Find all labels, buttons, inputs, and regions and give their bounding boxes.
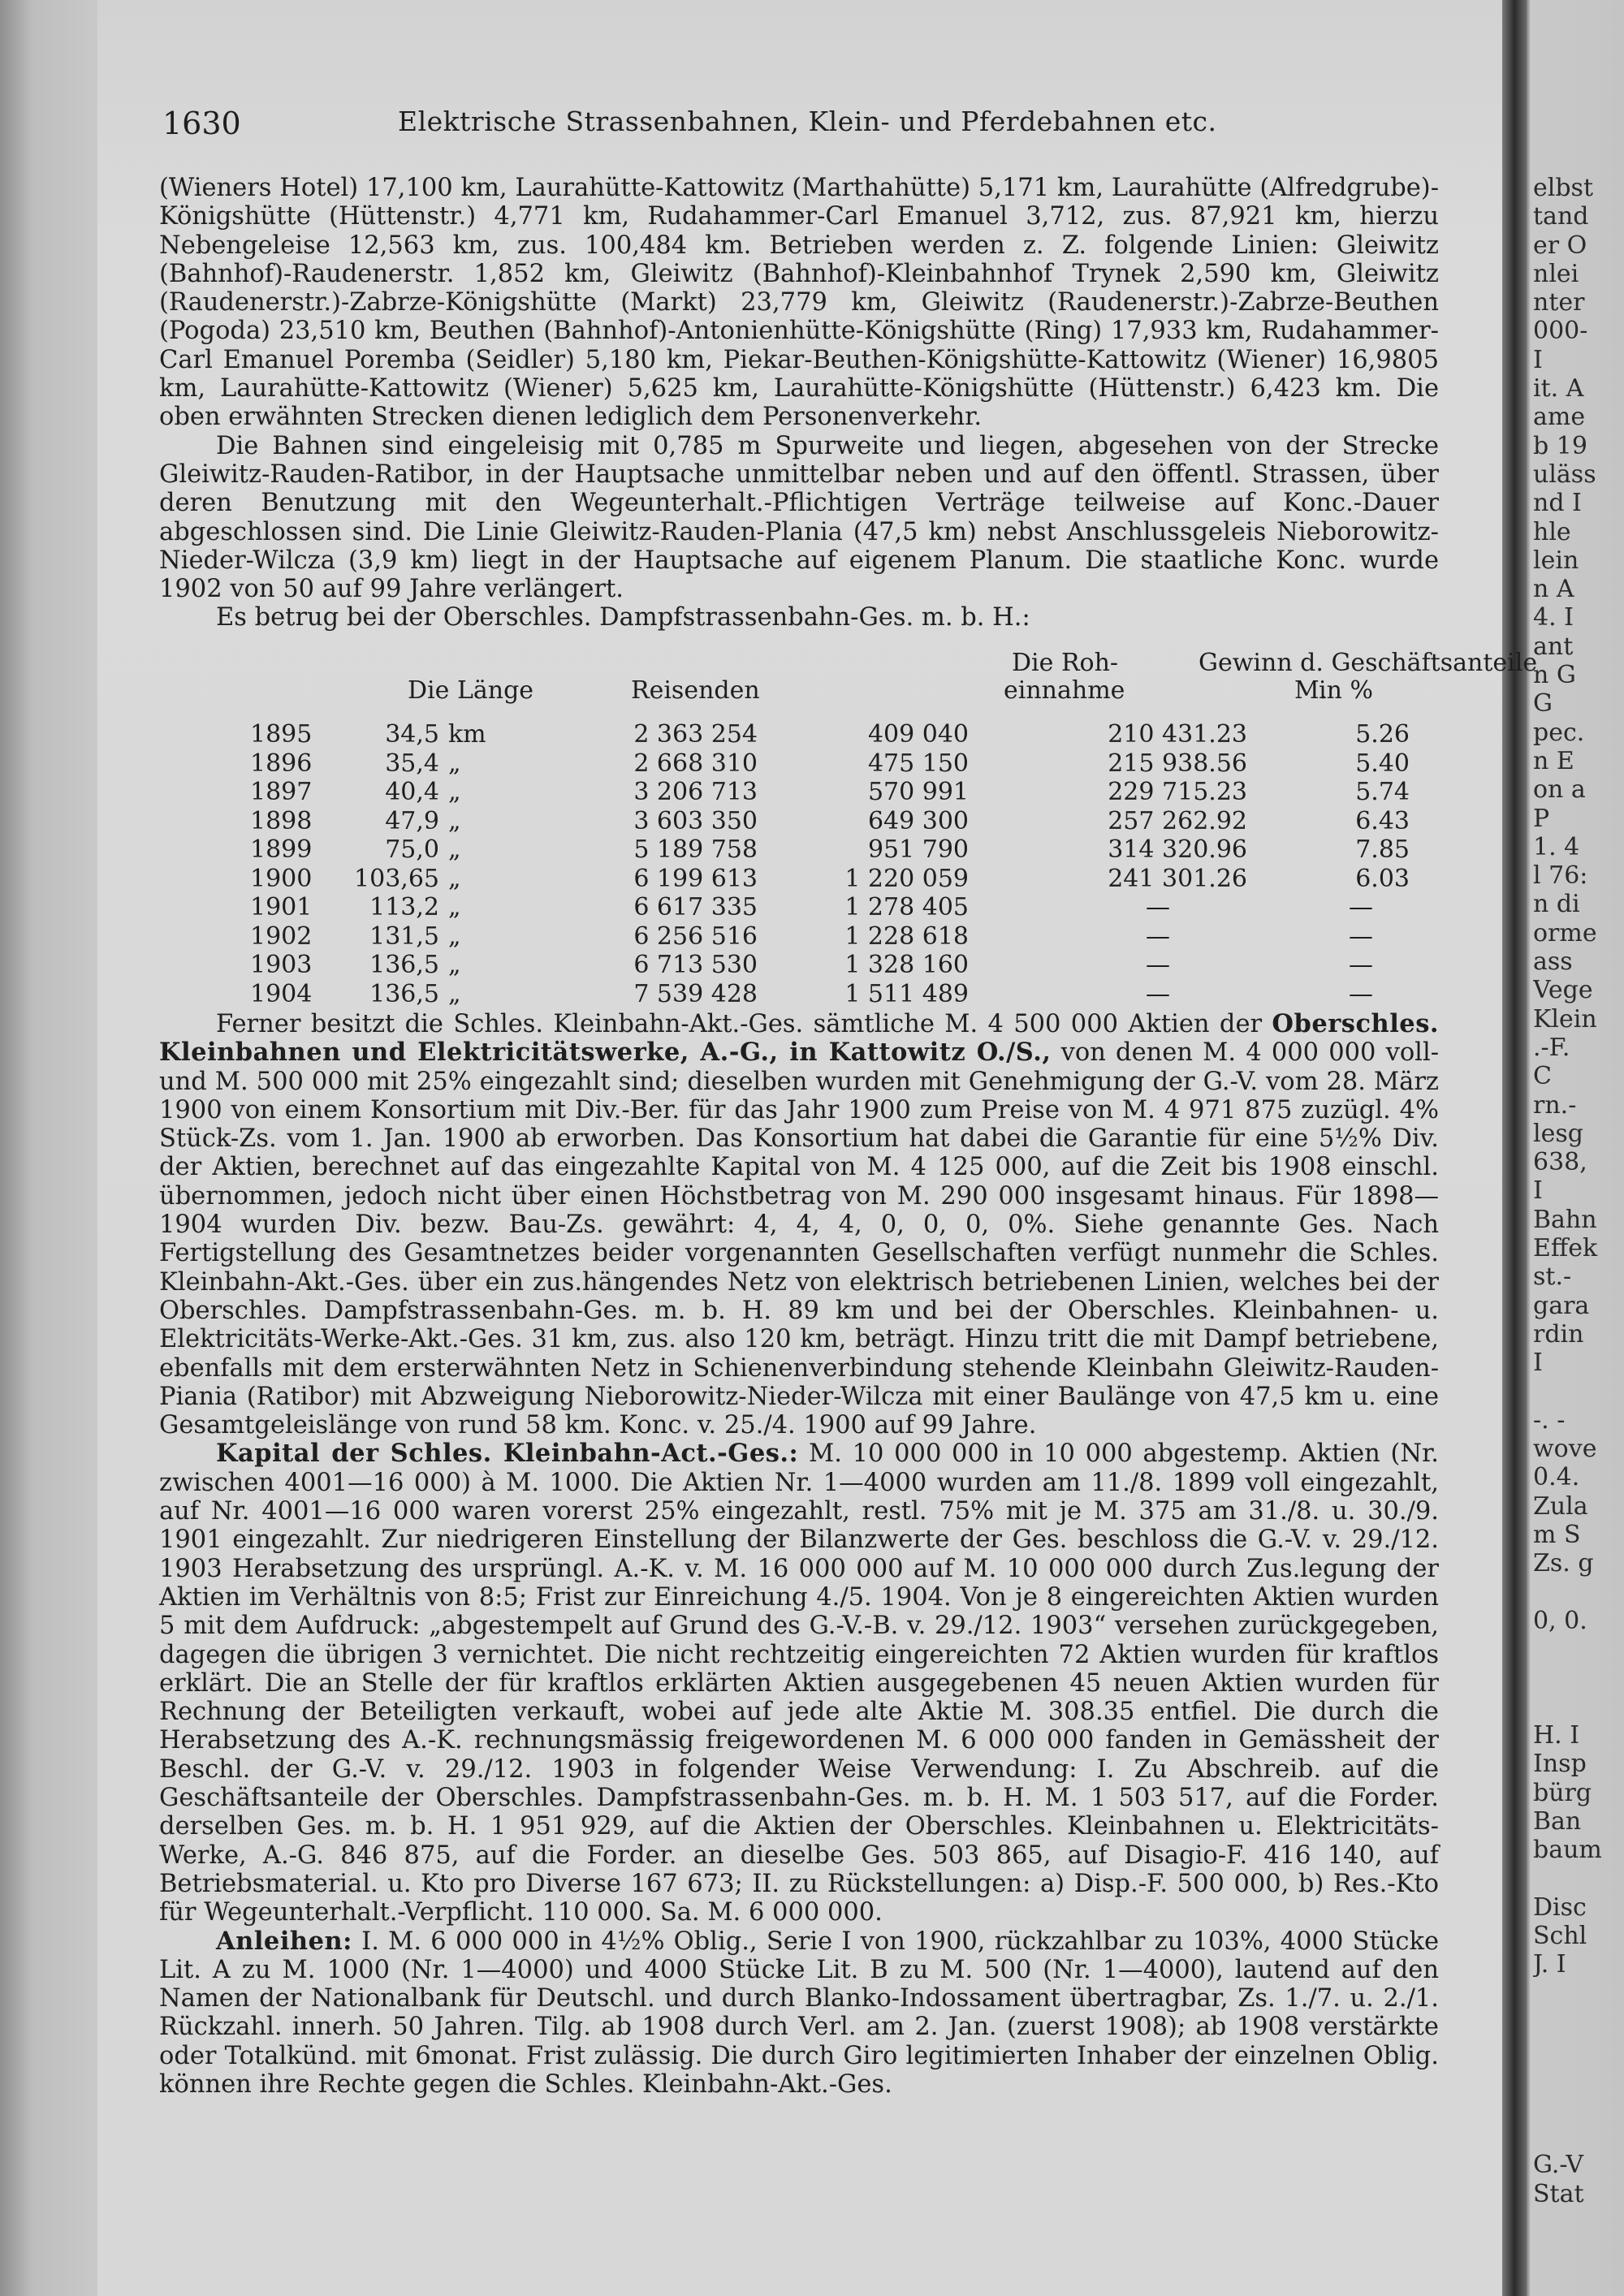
cell-einnahme: 649 300 (867, 806, 969, 835)
adjacent-page-line: lesg (1533, 1119, 1583, 1148)
adjacent-page-line: I (1533, 345, 1543, 374)
cell-reisende: 6 199 613 (633, 864, 758, 893)
adjacent-page-line (1533, 1979, 1624, 2008)
adjacent-page-line: bürg (1533, 1778, 1592, 1807)
table-row (159, 749, 1439, 778)
cell-reisende: 6 713 530 (633, 951, 758, 979)
adjacent-page-line: nter (1533, 288, 1585, 317)
adjacent-page-line (1533, 1865, 1624, 1893)
cell-gewinn: — (1146, 951, 1170, 979)
cell-reisende: 2 363 254 (633, 720, 758, 749)
cell-year: 1895 (250, 720, 313, 749)
header-laenge: Die Länge (408, 676, 534, 705)
adjacent-page-line: m S (1533, 1520, 1581, 1549)
adjacent-page-line: H. I (1533, 1721, 1580, 1750)
header-gewinn-2: M. (1294, 676, 1328, 705)
adjacent-page-line: Effek (1533, 1233, 1598, 1262)
adjacent-page-line: Disc (1533, 1892, 1587, 1922)
adjacent-page-line: hle (1533, 517, 1571, 546)
cell-year: 1896 (250, 749, 313, 778)
table-row (159, 778, 1439, 806)
cell-prozent: — (1349, 893, 1373, 921)
adjacent-page-line: Zula (1533, 1491, 1588, 1521)
adjacent-page-line (1533, 1635, 1624, 1664)
cell-gewinn: — (1146, 893, 1170, 921)
cell-prozent: 5.74 (1355, 778, 1410, 806)
adjacent-page-line: orme (1533, 918, 1597, 947)
cell-unit: „ (448, 979, 461, 1008)
adjacent-page-line (1533, 2008, 1624, 2036)
adjacent-page-line: P (1533, 804, 1550, 833)
adjacent-page-line: -. - (1533, 1405, 1566, 1435)
cell-gewinn: — (1146, 921, 1170, 951)
header-gewinn-1: Gewinn d. Geschäftsanteile (1199, 649, 1538, 677)
adjacent-page-line: I (1533, 1349, 1543, 1378)
cell-gewinn: 210 431.23 (1108, 720, 1247, 749)
adjacent-page-line (1533, 2036, 1624, 2065)
table-row (159, 807, 1439, 835)
cell-prozent: 6.03 (1355, 864, 1410, 893)
adjacent-page-line: n A (1533, 575, 1574, 604)
cell-unit: „ (448, 835, 461, 864)
cell-prozent: — (1349, 921, 1373, 951)
cell-year: 1900 (250, 864, 313, 893)
adjacent-page-line: ame (1533, 403, 1586, 432)
adjacent-page-line: 4. I (1533, 603, 1574, 632)
adjacent-page-line: Stat (1533, 2179, 1584, 2208)
adjacent-page-fragment (1533, 0, 1624, 2296)
cell-einnahme: 951 790 (867, 835, 969, 864)
cell-unit: „ (448, 778, 461, 806)
adjacent-page-line: n di (1533, 890, 1580, 919)
cell-prozent: 6.43 (1355, 806, 1410, 835)
adjacent-page-line: ass (1533, 947, 1573, 977)
cell-year: 1901 (250, 893, 313, 921)
cell-unit: „ (448, 951, 461, 979)
adjacent-page-line: it. A (1533, 374, 1584, 404)
cell-prozent: — (1349, 979, 1373, 1008)
adjacent-page-line: 1. 4 (1533, 832, 1580, 861)
paragraph-bahnen: Die Bahnen sind eingeleisig mit 0,785 m Spurweite und liegen, abgesehen von der Strecke Gleiwitz-Rauden-Ratibor, in der Hauptsache unmittelbar neben und auf den öffentl. Strassen, über deren Benutzung mit den Wegeunterhalt.-Pflichtigen Verträge teilweise auf Konc.-Dauer abgeschlossen sind. Die Linie Gleiwitz-Rauden-Plania (47,5 km) nebst Anschlussgeleis Nieborowitz-Nieder-Wilcza (3,9 km) liegt in der Hauptsache auf eigenem Planum. Die staatliche Konc. wurde 1902 von 50 auf 99 Jahre verlängert. (159, 431, 1439, 604)
adjacent-page-line: lein (1533, 546, 1579, 575)
intro-paragraph: (Wieners Hotel) 17,100 km, Laurahütte-Kattowitz (Marthahütte) 5,171 km, Laurahütte (Alfredgrube)-Königshütte (Hüttenstr.) 4,771 km, Rudahammer-Carl Emanuel 3,712, zus. 87,921 km, hierzu Nebengeleise 12,563 km, zus. 100,484 km. Betrieben werden z. Z. folgende Linien: Gleiwitz (Bahnhof)-Raudenerstr. 1,852 km, Gleiwitz (Bahnhof)-Kleinbahnhof Trynek 2,590 km, Gleiwitz (Raudenerstr.)-Zabrze-Königshütte (Markt) 23,779 km, Gleiwitz (Raudenerstr.)-Zabrze-Beuthen (Pogoda) 23,510 km, Beuthen (Bahnhof)-Antonienhütte-Königshütte (Ring) 17,933 km, Rudahammer-Carl Emanuel Poremba (Seidler) 5,180 km, Piekar-Beuthen-Königshütte-Kattowitz (Wiener) 16,9805 km, Laurahütte-Kattowitz (Wiener) 5,625 km, Laurahütte-Königshütte (Hüttenstr.) 6,423 km. Die oben erwähnten Strecken dienen lediglich dem Personenverkehr. (159, 174, 1439, 432)
adjacent-page-line: G (1533, 689, 1553, 719)
adjacent-page-line: tand (1533, 202, 1589, 231)
adjacent-page-line: G.-V (1533, 2151, 1584, 2180)
cell-length: 136,5 (369, 951, 439, 979)
adjacent-page-line: C (1533, 1062, 1552, 1091)
table-row (159, 980, 1439, 1008)
cell-unit: km (448, 720, 486, 749)
ferner-post: von denen M. 4 000 000 voll- und M. 500 000 mit 25% eingezahlt sind; dieselben wurden mit Genehmigung der G.-V. vom 28. März 1900 von einem Konsortium mit Div.-Ber. für das Jahr 1900 zum Preise von M. 4 971 875 zuzügl. 4% Stück-Zs. vom 1. Jan. 1900 ab erworben. Das Konsortium hat dabei die Garantie für eine 5½% Div. der Aktien, berechnet auf das eingezahlte Kapital von M. 4 125 000, auf die Zeit bis 1908 einschl. übernommen, jedoch nicht über einen Höchstbetrag von M. 290 000 insgesamt hinaus. Für 1898—1904 wurden Div. bezw. Bau-Zs. gewährt: 4, 4, 4, 0, 0, 0, 0%. Siehe genannte Ges. Nach Fertigstellung des Gesamtnetzes beider vorgenannten Gesellschaften verfügt nunmehr die Schles. Kleinbahn-Akt.-Ges. über ein zus.hängendes Netz von elektrisch betriebenen Linien, welches bei der Oberschles. Dampfstrassenbahn-Ges. m. b. H. 89 km und bei der Oberschles. Kleinbahnen- u. Elektricitäts-Werke-Akt.-Ges. 31 km, zus. also 120 km, beträgt. Hinzu tritt die mit Dampf betriebene, ebenfalls mit dem ersterwähnten Netz in Schienenverbindung stehende Kleinbahn Gleiwitz-Rauden-Piania (Ratibor) mit Abzweigung Nieborowitz-Nieder-Wilcza mit einer Baulänge von 47,5 km u. eine Gesamtgeleislänge von rund 58 km. Konc. v. 25./4. 1900 auf 99 Jahre. (159, 1038, 1439, 1440)
header-prozent: in % (1319, 676, 1373, 705)
cell-unit: „ (448, 921, 461, 951)
page-number: 1630 (162, 106, 241, 141)
cell-length: 103,65 (354, 864, 439, 893)
kapital-text: M. 10 000 000 in 10 000 abgestemp. Aktien (Nr. zwischen 4001—16 000) à M. 1000. Die Aktien Nr. 1—4000 wurden am 11./8. 1899 voll eingezahlt, auf Nr. 4001—16 000 waren vorerst 25% eingezahlt, restl. 75% mit je M. 375 am 31./8. u. 30./9. 1901 eingezahlt. Zur niedrigeren Einstellung der Bilanzwerte der Ges. beschloss die G.-V. v. 29./12. 1903 Herabsetzung des ursprüngl. A.-K. v. M. 16 000 000 auf M. 10 000 000 durch Zus.legung der Aktien im Verhältnis von 8:5; Frist zur Einreichung 4./5. 1904. Von je 8 eingereichten Aktien wurden 5 mit dem Aufdruck: „abgestempelt auf Grund des G.-V.-B. v. 29./12. 1903“ versehen zurückgegeben, dagegen die übrigen 3 vernichtet. Die nicht rechtzeitig eingereichten 72 Aktien wurden für kraftlos erklärt. Die an Stelle der für kraftlos erklärten Aktien ausgegebenen 45 neuen Aktien wurden für Rechnung der Beteiligten verkauft, wobei auf jede alte Aktie M. 308.35 entfiel. Die durch die Herabsetzung des A.-K. rechnungsmässig freigewordenen M. 6 000 000 fanden in Gemässheit der Beschl. der G.-V. v. 29./12. 1903 in folgender Weise Verwendung: I. Zu Abschreib. auf die Geschäftsanteile der Oberschles. Dampfstrassenbahn-Ges. m. b. H. M. 1 503 517, auf die Forder. derselben Ges. m. b. H. 1 951 929, auf die Aktien der Oberschles. Kleinbahnen u. Elektricitäts-Werke, A.-G. 846 875, auf die Forder. an dieselbe Ges. 503 865, auf Disagio-F. 416 140, auf Betriebsmaterial. u. Kto pro Diverse 167 673; II. zu Rückstellungen: a) Disp.-F. 500 000, b) Res.-Kto für Wegeunterhalt.-Verpflicht. 110 000. Sa. M. 6 000 000. (159, 1439, 1439, 1927)
cell-reisende: 7 539 428 (633, 979, 758, 1008)
running-title: Elektrische Strassenbahnen, Klein- und Pferdebahnen etc. (398, 106, 1217, 137)
adjacent-page-line (1533, 1578, 1624, 1607)
cell-length: 35,4 (385, 749, 439, 778)
cell-einnahme: 1 511 489 (844, 979, 969, 1008)
cell-einnahme: 475 150 (867, 749, 969, 778)
table-row (159, 893, 1439, 921)
cell-length: 75,0 (385, 835, 439, 864)
cell-gewinn: 314 320.96 (1108, 835, 1247, 864)
intro-block (159, 174, 1439, 632)
cell-year: 1902 (250, 921, 313, 951)
cell-einnahme: 1 228 618 (844, 921, 969, 951)
cell-gewinn: 257 262.92 (1108, 806, 1247, 835)
cell-gewinn: 241 301.26 (1108, 864, 1247, 893)
adjacent-page-line (1533, 2122, 1624, 2151)
adjacent-page-line: I (1533, 1176, 1543, 1206)
cell-unit: „ (448, 806, 461, 835)
adjacent-page-line: b 19 (1533, 431, 1587, 460)
adjacent-page-line: l 76: (1533, 861, 1588, 891)
cell-gewinn: — (1146, 979, 1170, 1008)
cell-unit: „ (448, 893, 461, 921)
header-roh-1: Die Roh- (1012, 649, 1119, 677)
table-row (159, 720, 1439, 749)
cell-einnahme: 409 040 (867, 720, 969, 749)
kapital-heading: Kapital der Schles. Kleinbahn-Act.-Ges.: (216, 1439, 799, 1469)
adjacent-page-line: n G (1533, 661, 1576, 690)
paragraph-ferner (159, 1010, 1439, 1439)
adjacent-page-line: Vege (1533, 976, 1593, 1005)
cell-reisende: 5 189 758 (633, 835, 758, 864)
adjacent-page-line: n E (1533, 746, 1574, 775)
header-roh-2: einnahme (1004, 676, 1125, 705)
adjacent-page-line (1533, 2094, 1624, 2122)
adjacent-page-line: baum (1533, 1836, 1602, 1865)
cell-prozent: — (1349, 951, 1373, 979)
adjacent-page-line: nd I (1533, 489, 1582, 518)
cell-length: 131,5 (369, 921, 439, 951)
adjacent-page-line: Schl (1533, 1922, 1587, 1951)
adjacent-page-line: J. I (1533, 1950, 1566, 1979)
cell-year: 1898 (250, 806, 313, 835)
cell-reisende: 3 603 350 (633, 806, 758, 835)
lower-block (159, 1010, 1439, 2099)
cell-reisende: 2 668 310 (633, 749, 758, 778)
cell-gewinn: 215 938.56 (1108, 749, 1247, 778)
adjacent-page-line: 0, 0. (1533, 1606, 1587, 1635)
adjacent-page-line (1533, 2065, 1624, 2094)
table-intro: Es betrug bei der Oberschles. Dampfstrassenbahn-Ges. m. b. H.: (216, 603, 1030, 632)
paragraph-kapital (159, 1439, 1439, 1927)
anleihen-text: I. M. 6 000 000 in 4½% Oblig., Serie I von 1900, rückzahlbar zu 103%, 4000 Stücke Lit. A zu M. 1000 (Nr. 1—4000) und 4000 Stücke Lit. B zu M. 500 (Nr. 1—4000), lautend auf den Namen der Nationalbank für Deutschl. und durch Blanko-Indossament übertragbar, Zs. 1./7. u. 2./1. Rückzahl. innerh. 50 Jahren. Tilg. ab 1908 durch Verl. am 2. Jan. (zuerst 1908); ab 1908 verstärkte oder Totalkünd. mit 6monat. Frist zulässig. Die durch Giro legitimierten Inhaber der einzelnen Oblig. können ihre Rechte gegen die Schles. Kleinbahn-Akt.-Ges. (159, 1927, 1439, 2099)
cell-reisende: 6 617 335 (633, 893, 758, 921)
table-row (159, 951, 1439, 979)
adjacent-page-line: Ban (1533, 1806, 1582, 1836)
cell-length: 47,9 (385, 806, 439, 835)
adjacent-page-line: er O (1533, 231, 1587, 260)
cell-length: 113,2 (369, 893, 439, 921)
adjacent-page-line: Zs. g (1533, 1549, 1594, 1578)
adjacent-page-line: Klein (1533, 1004, 1597, 1034)
cell-einnahme: 570 991 (867, 778, 969, 806)
cell-length: 136,5 (369, 979, 439, 1008)
adjacent-page-line: Insp (1533, 1750, 1587, 1779)
cell-unit: „ (448, 749, 461, 778)
adjacent-page-line: st.- (1533, 1262, 1572, 1292)
cell-year: 1904 (250, 979, 313, 1008)
adjacent-page-line: pec. (1533, 718, 1585, 747)
cell-einnahme: 1 328 160 (844, 951, 969, 979)
cell-gewinn: 229 715.23 (1108, 778, 1247, 806)
cell-year: 1897 (250, 778, 313, 806)
book-gutter (1502, 0, 1527, 2296)
table-row (159, 835, 1439, 864)
adjacent-page-line (1533, 1377, 1624, 1405)
cell-reisende: 3 206 713 (633, 778, 758, 806)
cell-length: 40,4 (385, 778, 439, 806)
adjacent-page-line: .-F. (1533, 1033, 1570, 1062)
adjacent-page-line (1533, 1664, 1624, 1692)
adjacent-page-line: gara (1533, 1291, 1590, 1320)
cell-prozent: 5.40 (1355, 749, 1410, 778)
adjacent-page-line: uläss (1533, 460, 1596, 489)
adjacent-page-line: ant (1533, 632, 1574, 661)
cell-length: 34,5 (385, 720, 439, 749)
adjacent-page-line: rdin (1533, 1319, 1584, 1349)
cell-year: 1903 (250, 951, 313, 979)
cell-prozent: 7.85 (1355, 835, 1410, 864)
ferner-company: Oberschles. Kleinbahnen und Elektricitätswerke, A.-G., in Kattowitz O./S., (159, 1009, 1439, 1068)
cell-einnahme: 1 278 405 (844, 893, 969, 921)
adjacent-page-line: rn.- (1533, 1090, 1577, 1120)
cell-einnahme: 1 220 059 (844, 864, 969, 893)
cell-reisende: 6 256 516 (633, 921, 758, 951)
cell-prozent: 5.26 (1355, 720, 1410, 749)
cell-unit: „ (448, 864, 461, 893)
adjacent-page-line: 638, (1533, 1148, 1587, 1177)
paragraph-anleihen (159, 1927, 1439, 2100)
header-reisende: Reisenden (631, 676, 760, 705)
adjacent-page-line: Bahn (1533, 1205, 1597, 1234)
anleihen-heading: Anleihen: (216, 1926, 352, 1956)
adjacent-page-line: elbst (1533, 174, 1594, 202)
adjacent-page-line: 000- (1533, 317, 1588, 346)
adjacent-page-line (1533, 1693, 1624, 1721)
table-row (159, 865, 1439, 893)
adjacent-page-line: 0.4. (1533, 1463, 1580, 1492)
adjacent-page-line: nlei (1533, 259, 1579, 288)
table-row (159, 922, 1439, 951)
adjacent-page-line: on a (1533, 775, 1586, 805)
adjacent-page-line: wove (1533, 1435, 1597, 1464)
cell-year: 1899 (250, 835, 313, 864)
ferner-pre: Ferner besitzt die Schles. Kleinbahn-Akt.-Ges. sämtliche M. 4 500 000 Aktien der (216, 1010, 1272, 1038)
